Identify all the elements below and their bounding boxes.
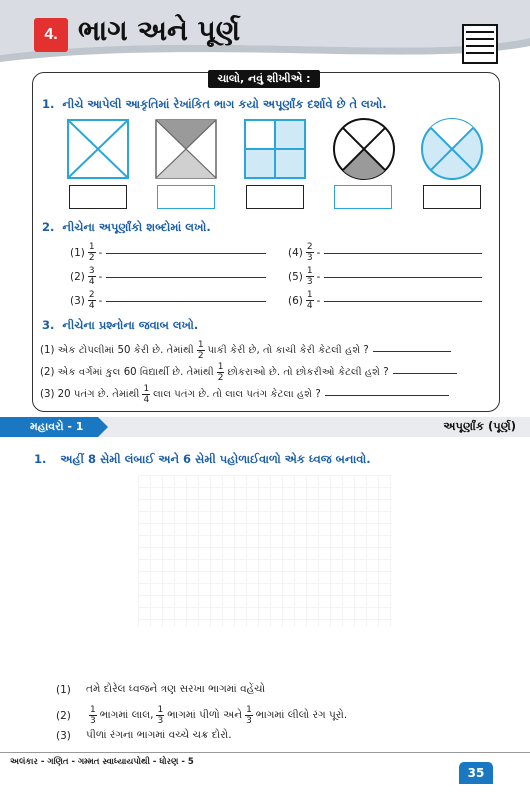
word-problem: (2) એક વર્ગમાં કુલ 60 વિદ્યાર્થી છે. તેમાંથી $\frac{1}{2}$ છોકરાઓ છે. તો છોકરીઓ કેટલી હશે ? [40,362,457,383]
page-number: 35 [459,762,493,784]
word-problem: (3) 20 પતંગ છે. તેમાંથી $\frac{1}{4}$ લાલ પતંગ છે. તો લાલ પતંગ કેટલા હશે ? [40,384,449,405]
instruction-item: (3) પીળાં રંગના ભાગમાં વચ્ચે ચક્ર દોરો. [56,729,232,742]
instruction-item: (2) $\frac{1}{3}$ ભાગમાં લાલ, $\frac{1}{3}$ ભાગમાં પીળો અને $\frac{1}{3}$ ભાગમાં લીલો રંગ પૂરો. [56,705,348,726]
answer-line[interactable] [325,394,449,396]
fraction-item: (1) $\frac{1}{2}$ - [70,242,266,263]
answer-line[interactable] [393,372,457,374]
answer-box[interactable] [246,185,304,209]
fraction-item: (3) $\frac{2}{4}$ - [70,290,266,311]
answer-line[interactable] [373,350,451,352]
black-circle-shaded-shape [332,117,396,181]
drawing-area[interactable] [138,475,392,627]
footer-divider [0,752,530,753]
section-topic: અપૂર્ણાંક (પૂર્ણ) [443,419,516,433]
answer-line[interactable] [324,276,482,278]
fraction-item: (2) $\frac{3}{4}$ - [70,266,266,287]
answer-line[interactable] [324,252,482,254]
learn-banner: ચાલો, નવું શીખીએ : [208,70,320,88]
fraction-item: (5) $\frac{1}{3}$ - [288,266,482,287]
shaded-square-diagonals-shape [67,119,129,179]
fraction-item: (4) $\frac{2}{3}$ - [288,242,482,263]
blue-circle-shaded-shape [420,117,484,181]
answer-box[interactable] [157,185,215,209]
footer-text: અલંકાર - ગણિત - ગમ્મત સ્વાધ્યાયપોથી - ધોરણ - 5 [10,757,194,767]
chapter-number-badge: 4. [34,18,68,52]
answer-line[interactable] [106,300,266,302]
instruction-item: (1) તમે દોરેલ ધ્વજને ત્રણ સરખા ભાગમાં વહેંચો [56,683,266,696]
activity-question: 1. અહીં 8 સેમી લંબાઈ અને 6 સેમી પહોળાઈવાળો એક ધ્વજ બનાવો. [34,452,371,466]
section-label: મહાવરો - 1 [30,420,84,433]
question-1-heading: 1. નીચે આપેલી આકૃતિમાં રેખાંકિત ભાગ કયો અપૂર્ણાંક દર્શાવે છે તે લખો. [42,97,387,111]
answer-line[interactable] [106,276,266,278]
answer-box[interactable] [423,185,481,209]
quarter-shaded-square-shape [244,119,306,179]
question-2-heading: 2. નીચેના અપૂર્ણાંકો શબ્દોમાં લખો. [42,220,211,234]
answer-box[interactable] [334,185,392,209]
fraction-item: (6) $\frac{1}{4}$ - [288,290,482,311]
notebook-icon [462,24,498,64]
answer-line[interactable] [106,252,266,254]
answer-box[interactable] [69,185,127,209]
question-3-heading: 3. નીચેના પ્રશ્નોના જવાબ લખો. [42,318,199,332]
grey-shaded-triangle-square-shape [155,119,217,179]
word-problem: (1) એક ટોપલીમાં 50 કેરી છે. તેમાંથી $\frac{1}{2}$ પાકી કેરી છે, તો કાચી કેરી કેટલી હશે ? [40,340,451,361]
answer-line[interactable] [324,300,482,302]
chapter-title: ભાગ અને પૂર્ણ [78,14,241,47]
